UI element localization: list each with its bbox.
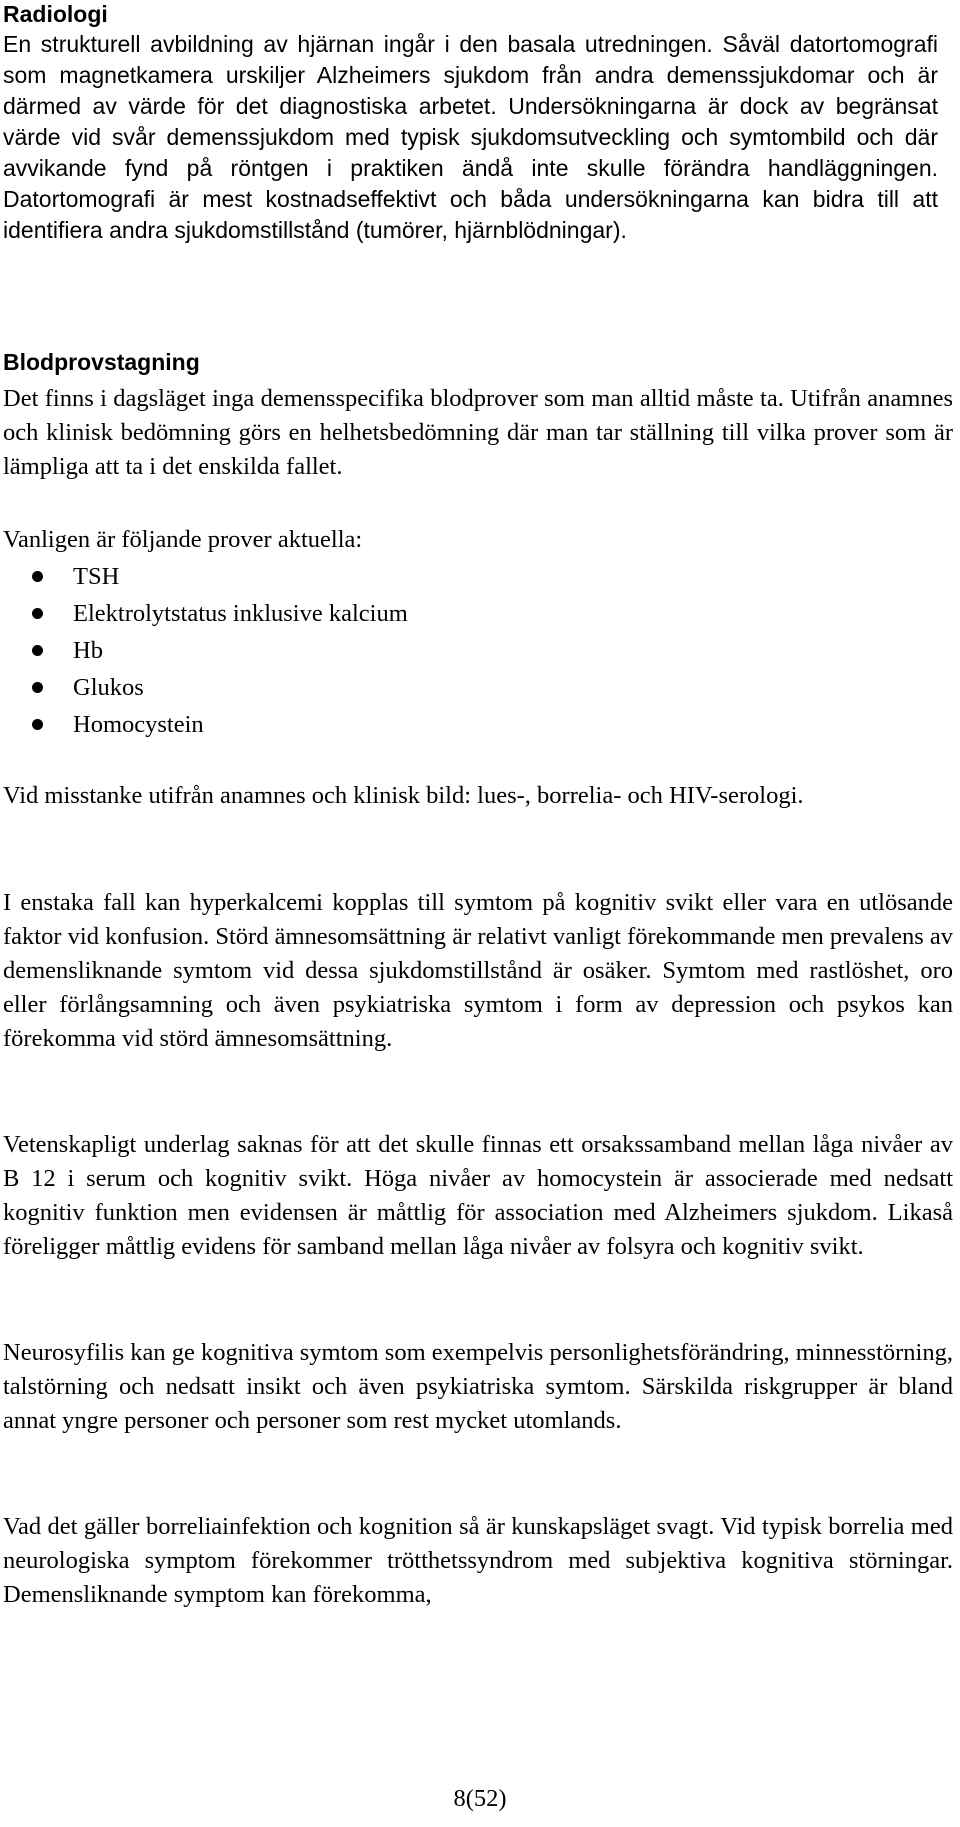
- list-item-text: Hb: [73, 637, 103, 664]
- borrelia-paragraph: Vad det gäller borreliainfektion och kognition så är kunskapsläget svagt. Vid typisk borrelia med neurologiska symptom förekommer trötthetssyndrom med subjektiva kognitiva störningar. Demensliknande symptom kan förekomma,: [3, 1513, 953, 1608]
- list-item-text: Homocystein: [73, 711, 204, 738]
- section-heading-radiologi: Radiologi: [3, 1, 108, 27]
- list-item-text: Glukos: [73, 674, 144, 701]
- bullet-icon: [32, 608, 43, 619]
- prover-list: [3, 558, 953, 743]
- list-item: [3, 632, 953, 669]
- neurosyfilis-paragraph: Neurosyfilis kan ge kognitiva symtom som exempelvis personlighetsförändring, minnesstörning, talstörning och nedsatt insikt och även psykiatriska symtom. Särskilda riskgrupper är bland annat yngre personer och personer som rest mycket utomlands.: [3, 1339, 953, 1434]
- misstanke-paragraph: Vid misstanke utifrån anamnes och klinisk bild: lues-, borrelia- och HIV-serologi.: [3, 782, 804, 809]
- bullet-icon: [32, 571, 43, 582]
- list-item: [3, 669, 953, 706]
- bullet-icon: [32, 719, 43, 730]
- bullet-icon: [32, 645, 43, 656]
- bullet-icon: [32, 682, 43, 693]
- list-item: [3, 558, 953, 595]
- list-item: [3, 706, 953, 743]
- hyperkalcemi-paragraph: I enstaka fall kan hyperkalcemi kopplas till symtom på kognitiv svikt eller vara en utlösande faktor vid konfusion. Störd ämnesomsättning är relativt vanligt förekommande men prevalens av demensliknande symtom vid dessa sjukdomstillstånd är osäker. Symtom med rastlöshet, oro eller förlångsamning och även psykiatriska symtom i form av depression och psykos kan förekomma vid störd ämnesomsättning.: [3, 889, 953, 1052]
- list-item: [3, 595, 953, 632]
- page-number: 8(52): [453, 1785, 507, 1812]
- section-heading-blodprovstagning: Blodprovstagning: [3, 349, 200, 375]
- radiologi-paragraph: En strukturell avbildning av hjärnan ingår i den basala utredningen. Såväl datortomografi som magnetkamera urskiljer Alzheimers sjukdom från andra demenssjukdomar och är därmed av värde för det diagnostiska arbetet. Undersökningarna är dock av begränsat värde vid svår demenssjukdom med typisk sjukdomsutveckling och symtombild och där avvikande fynd på röntgen i praktiken ändå inte skulle förändra handläggningen. Datortomografi är mest kostnadseffektivt och båda undersökningarna kan bidra till att identifiera andra sjukdomstillstånd (tumörer, hjärnblödningar).: [3, 31, 938, 243]
- b12-paragraph: Vetenskapligt underlag saknas för att det skulle finnas ett orsakssamband mellan låga nivåer av B 12 i serum och kognitiv svikt. Höga nivåer av homocystein är associerade med nedsatt kognitiv funktion men evidensen är måttlig för association med Alzheimers sjukdom. Likaså föreligger måttlig evidens för samband mellan låga nivåer av folsyra och kognitiv svikt.: [3, 1131, 953, 1260]
- prover-intro: Vanligen är följande prover aktuella:: [3, 526, 363, 553]
- list-item-text: TSH: [73, 563, 120, 590]
- blodprovstagning-paragraph: Det finns i dagsläget inga demensspecifika blodprover som man alltid måste ta. Utifrån anamnes och klinisk bedömning görs en helhetsbedömning där man tar ställning till vilka prover som är lämpliga att ta i det enskilda fallet.: [3, 385, 953, 480]
- list-item-text: Elektrolytstatus inklusive kalcium: [73, 600, 408, 627]
